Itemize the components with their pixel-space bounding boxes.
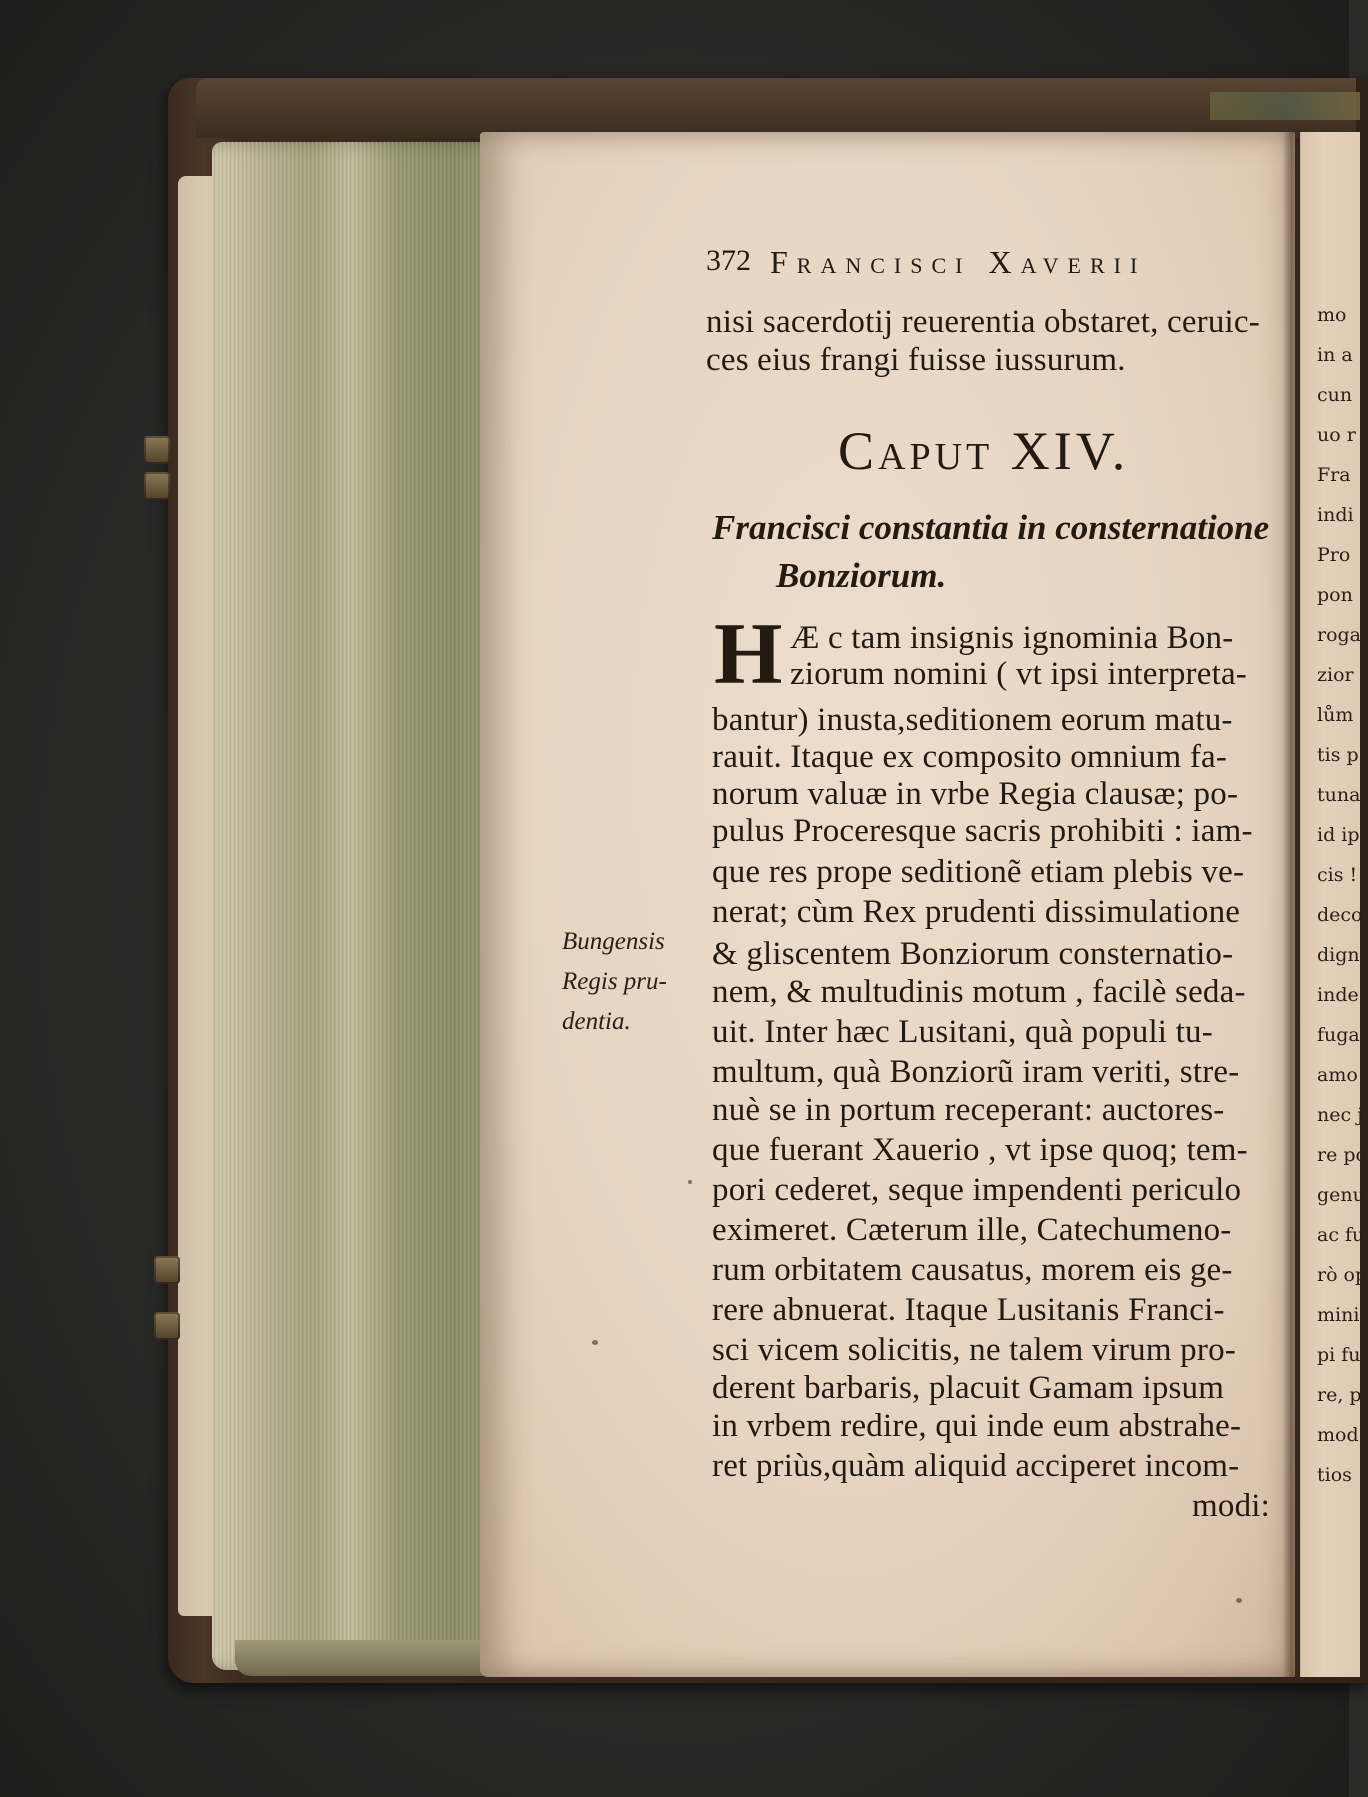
- paragraph-line: pulus Proceresque sacris prohibiti : iam-: [712, 813, 1253, 849]
- paragraph-line: bantur) inusta,seditionem eorum matu-: [712, 702, 1233, 738]
- page-edges-bottom: [235, 1640, 520, 1676]
- facing-line: rò op: [1317, 1264, 1368, 1286]
- paragraph-line: rere abnuerat. Itaque Lusitanis Franci-: [712, 1292, 1225, 1328]
- clasp-upper: [144, 436, 170, 464]
- facing-line: amo: [1317, 1064, 1358, 1086]
- facing-line: tios: [1317, 1464, 1352, 1486]
- facing-line: lům: [1317, 704, 1354, 726]
- facing-line: in a: [1317, 344, 1353, 366]
- paragraph-line: in vrbem redire, qui inde eum abstrahe-: [712, 1408, 1242, 1444]
- chapter-subtitle-line2: Bonziorum.: [776, 556, 947, 595]
- facing-line: pon: [1317, 584, 1353, 606]
- facing-line: mini: [1317, 1304, 1360, 1326]
- facing-line: cis !: [1317, 864, 1358, 886]
- paragraph-line: derent barbaris, placuit Gamam ipsum: [712, 1370, 1225, 1406]
- paragraph-line: uit. Inter hæc Lusitani, quà populi tu-: [712, 1014, 1213, 1050]
- paragraph-line: pori cederet, seque impendenti periculo: [712, 1172, 1242, 1208]
- paragraph-line: ziorum nomini ( vt ipsi interpreta-: [790, 656, 1247, 692]
- clasp-lower: [154, 1256, 180, 1284]
- chapter-title: Caput XIV.: [838, 421, 1130, 481]
- facing-line: mo: [1317, 304, 1347, 326]
- facing-line: Fra: [1317, 464, 1351, 486]
- facing-line: Pro: [1317, 544, 1351, 566]
- facing-line: indi: [1317, 504, 1354, 526]
- paragraph-line: nem, & multudinis motum , facilè seda-: [712, 974, 1246, 1010]
- facing-line: fuga: [1317, 1024, 1360, 1046]
- paragraph-line: que res prope seditionẽ etiam plebis ve-: [712, 854, 1245, 890]
- facing-line: cun: [1317, 384, 1353, 406]
- facing-line: uo r: [1317, 424, 1356, 446]
- body-line-top-1: nisi sacerdotij reuerentia obstaret, ceruic-: [706, 304, 1260, 340]
- paragraph-line: rum orbitatem causatus, morem eis ge-: [712, 1252, 1233, 1288]
- facing-line: pi fu: [1317, 1344, 1361, 1366]
- chapter-subtitle-line1: Francisci constantia in consternatione: [712, 508, 1270, 547]
- facing-page-rule: [1290, 282, 1291, 1572]
- marginal-note-line: dentia.: [562, 1008, 631, 1035]
- paper-speck: [688, 1180, 692, 1184]
- page-number: 372: [706, 244, 751, 277]
- drop-cap: H: [714, 606, 783, 703]
- facing-line: inde: [1317, 984, 1359, 1006]
- facing-line: deco: [1317, 904, 1363, 926]
- facing-line: tuna: [1317, 784, 1361, 806]
- marginal-note-line: Bungensis: [562, 928, 665, 955]
- paper-speck: [1236, 1598, 1242, 1603]
- facing-line: dign: [1317, 944, 1360, 966]
- facing-line: id ip: [1317, 824, 1360, 846]
- paragraph-line: norum valuæ in vrbe Regia clausæ; po-: [712, 776, 1239, 812]
- cover-tooling: [1210, 92, 1360, 120]
- paragraph-line: eximeret. Cæterum ille, Catechumeno-: [712, 1212, 1232, 1248]
- facing-line: re po: [1317, 1144, 1367, 1166]
- page-edges: [212, 142, 520, 1670]
- marginal-note-line: Regis pru-: [562, 968, 667, 995]
- facing-line: zior: [1317, 664, 1354, 686]
- paragraph-line: sci vicem solicitis, ne talem virum pro-: [712, 1332, 1236, 1368]
- paper-speck: [592, 1340, 598, 1345]
- paragraph-line: nuè se in portum receperant: auctores-: [712, 1092, 1225, 1128]
- paragraph-line: & gliscentem Bonziorum consternatio-: [712, 936, 1234, 972]
- paragraph-line: multum, quà Bonziorũ iram veriti, stre-: [712, 1054, 1240, 1090]
- clasp-upper-2: [144, 472, 170, 500]
- paragraph-line: Æ c tam insignis ignominia Bon-: [790, 620, 1234, 656]
- clasp-lower-2: [154, 1312, 180, 1340]
- cover-top-edge: [196, 78, 1356, 138]
- facing-line: re, p: [1317, 1384, 1362, 1406]
- body-line-top-2: ces eius frangi fuisse iussurum.: [706, 342, 1126, 378]
- paragraph-line: ret priùs,quàm aliquid acciperet incom-: [712, 1448, 1240, 1484]
- facing-line: genu: [1317, 1184, 1365, 1206]
- facing-line: nec j: [1317, 1104, 1364, 1126]
- catchword: modi:: [1192, 1488, 1271, 1524]
- gutter-shadow: [1282, 132, 1302, 1677]
- facing-line: tis p: [1317, 744, 1359, 766]
- paragraph-line: que fuerant Xauerio , vt ipse quoq; tem-: [712, 1132, 1248, 1168]
- facing-line: mod: [1317, 1424, 1359, 1446]
- facing-line: roga: [1317, 624, 1362, 646]
- paragraph-line: rauit. Itaque ex composito omnium fa-: [712, 739, 1228, 775]
- running-title: Francisci Xaverii: [770, 244, 1147, 280]
- facing-line: ac fu: [1317, 1224, 1365, 1246]
- paragraph-line: nerat; cùm Rex prudenti dissimulatione: [712, 894, 1241, 930]
